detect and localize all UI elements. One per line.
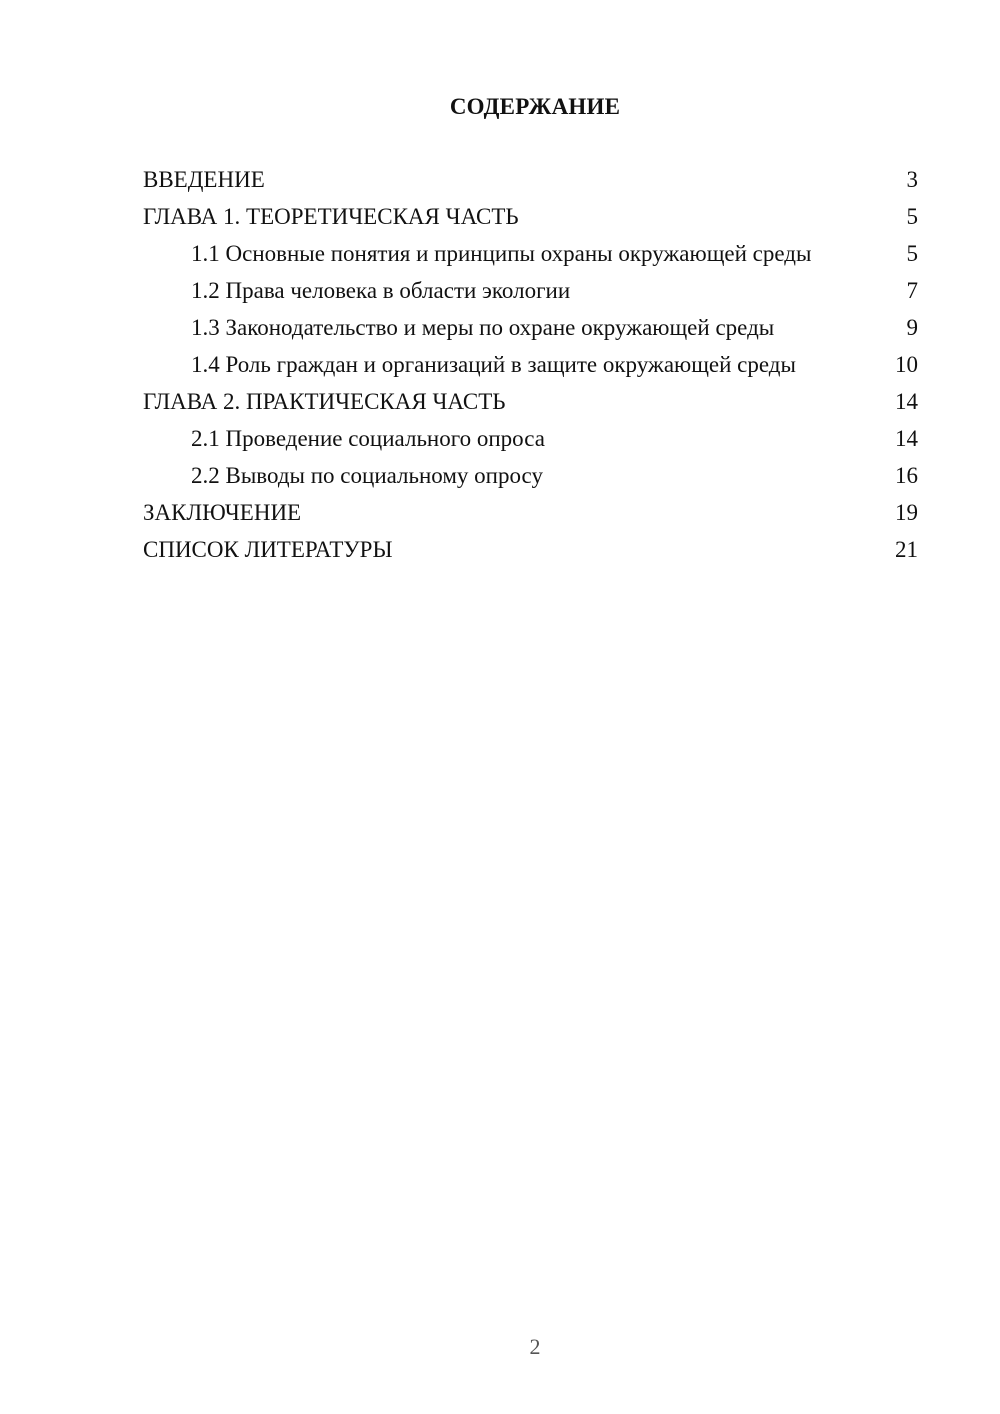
toc-entry-page: 14 xyxy=(895,389,918,414)
toc-title: СОДЕРЖАНИЕ xyxy=(449,94,621,119)
toc-entry-text: ВВЕДЕНИЕ xyxy=(143,167,265,192)
toc-entry xyxy=(143,351,918,378)
toc-entry xyxy=(143,314,918,341)
toc-entry-page: 19 xyxy=(895,500,918,525)
toc-entry-page: 14 xyxy=(895,426,918,451)
toc-entry xyxy=(143,462,918,489)
toc-entry-text: 1.1 Основные понятия и принципы охраны окружающей среды xyxy=(191,241,812,266)
toc-entry-text: 1.3 Законодательство и меры по охране окружающей среды xyxy=(191,315,775,340)
toc-entry xyxy=(143,203,918,230)
toc-entry-page: 10 xyxy=(895,352,918,377)
toc-entry-text: 1.2 Права человека в области экологии xyxy=(191,278,571,303)
toc-entry xyxy=(143,388,918,415)
toc-entry-text: ГЛАВА 1. ТЕОРЕТИЧЕСКАЯ ЧАСТЬ xyxy=(143,204,519,229)
toc-entry xyxy=(143,536,918,563)
toc-entry-text: 1.4 Роль граждан и организаций в защите окружающей среды xyxy=(191,352,796,377)
toc-entry-page: 7 xyxy=(906,278,918,303)
toc-list xyxy=(143,166,918,573)
toc-entry-text: ЗАКЛЮЧЕНИЕ xyxy=(143,500,302,525)
toc-entry xyxy=(143,166,918,193)
toc-entry-page: 16 xyxy=(895,463,918,488)
toc-entry xyxy=(143,499,918,526)
toc-entry-page: 9 xyxy=(906,315,918,340)
toc-entry xyxy=(143,240,918,267)
toc-entry xyxy=(143,425,918,452)
toc-entry xyxy=(143,277,918,304)
toc-entry-page: 21 xyxy=(895,537,918,562)
toc-entry-text: ГЛАВА 2. ПРАКТИЧЕСКАЯ ЧАСТЬ xyxy=(143,389,506,414)
toc-entry-text: СПИСОК ЛИТЕРАТУРЫ xyxy=(143,537,393,562)
toc-entry-page: 3 xyxy=(906,167,918,192)
toc-entry-text: 2.2 Выводы по социальному опросу xyxy=(191,463,543,488)
toc-entry-page: 5 xyxy=(906,241,918,266)
toc-entry-page: 5 xyxy=(906,204,918,229)
page-number: 2 xyxy=(529,1334,541,1359)
toc-entry-text: 2.1 Проведение социального опроса xyxy=(191,426,545,451)
